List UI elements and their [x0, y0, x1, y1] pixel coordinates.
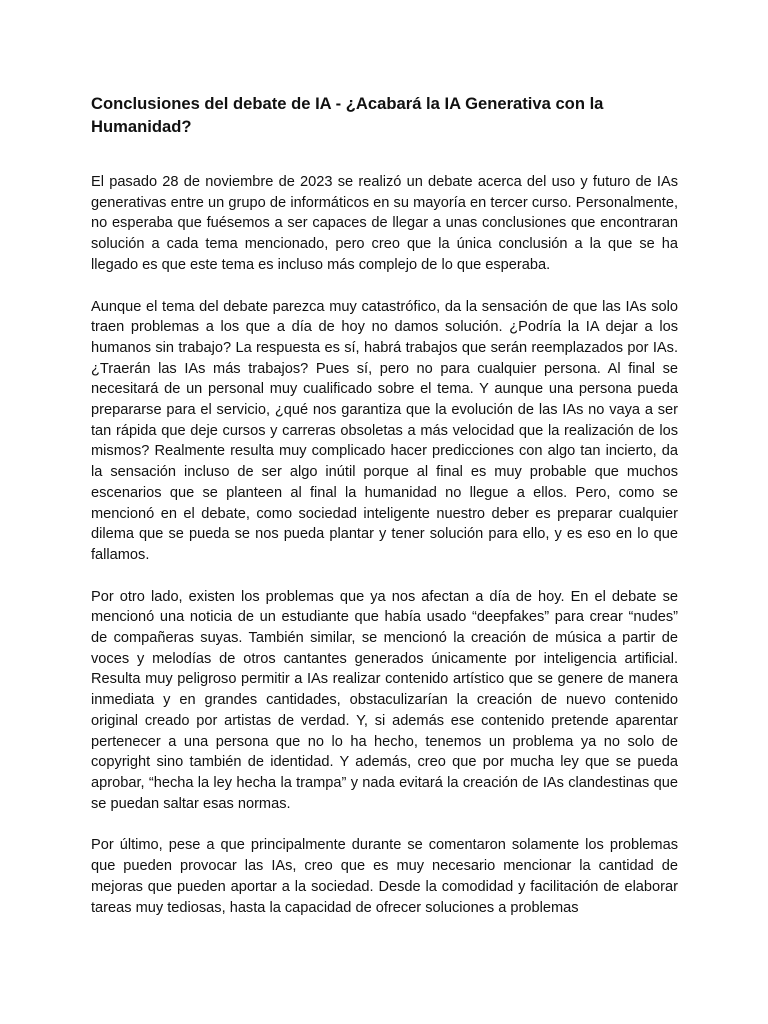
paragraph-intro: El pasado 28 de noviembre de 2023 se realizó un debate acerca del uso y futuro de IAs generativas entre un grupo de informáticos en su mayoría en tercer curso. Personalmente, no esperaba que fuésemos a ser capaces de llegar a unas conclusiones que encontraran solución a cada tema mencionado, pero creo que la única conclusión a la que se ha llegado es que este tema es incluso más complejo de lo que esperaba. [91, 174, 678, 273]
paragraph-jobs: Aunque el tema del debate parezca muy catastrófico, da la sensación de que las IAs solo traen problemas a los que a día de hoy no damos solución. ¿Podría la IA dejar a los humanos sin trabajo? La respuesta es sí, habrá trabajos que serán reemplazados por IAs. ¿Traerán las IAs más trabajos? Pues sí, pero no para cualquier persona. Al final se necesitará de un personal muy cualificado sobre el tema. Y aunque una persona pueda prepararse para el servicio, ¿qué nos garantiza que la evolución de las IAs no vaya a ser tan rápida que deje cursos y carreras obsoletas a más velocidad que la realización de los mismos? Realmente resulta muy complicado hacer predicciones con algo tan incierto, da la sensación incluso de ser algo inútil porque al final es muy probable que muchos escenarios que se planteen al final la humanidad no llegue a ellos. Pero, como se mencionó en el debate, como sociedad inteligente nuestro deber es preparar cualquier dilema que se pueda se nos pueda plantar y tener solución para ello, y es eso en lo que fallamos. [91, 298, 678, 563]
paragraph-benefits: Por último, pese a que principalmente durante se comentaron solamente los problemas que pueden provocar las IAs, creo que es muy necesario mencionar la cantidad de mejoras que pueden aportar a la sociedad. Desde la comodidad y facilitación de elaborar tareas muy tediosas, hasta la capacidad de ofrecer soluciones a problemas [91, 837, 678, 916]
document-title: Conclusiones del debate de IA - ¿Acabará la IA Generativa con la Humanidad? [91, 94, 604, 136]
paragraph-current-problems: Por otro lado, existen los problemas que ya nos afectan a día de hoy. En el debate se mencionó una noticia de un estudiante que había usado “deepfakes” para crear “nudes” de compañeras suyas. También similar, se mencionó la creación de música a partir de voces y melodías de otros cantantes generados únicamente por inteligencia artificial. Resulta muy peligroso permitir a IAs realizar contenido artístico que se genere de manera inmediata y en grandes cantidades, obstaculizarían la creación de nuevo contenido original creado por artistas de verdad. Y, si además ese contenido pretende aparentar pertenecer a una persona que no lo ha hecho, tenemos un problema ya no solo de copyright sino también de identidad. Y además, creo que por mucha ley que se pueda aprobar, “hecha la ley hecha la trampa” y nada evitará la creación de IAs clandestinas que se puedan saltar esas normas. [91, 588, 678, 812]
